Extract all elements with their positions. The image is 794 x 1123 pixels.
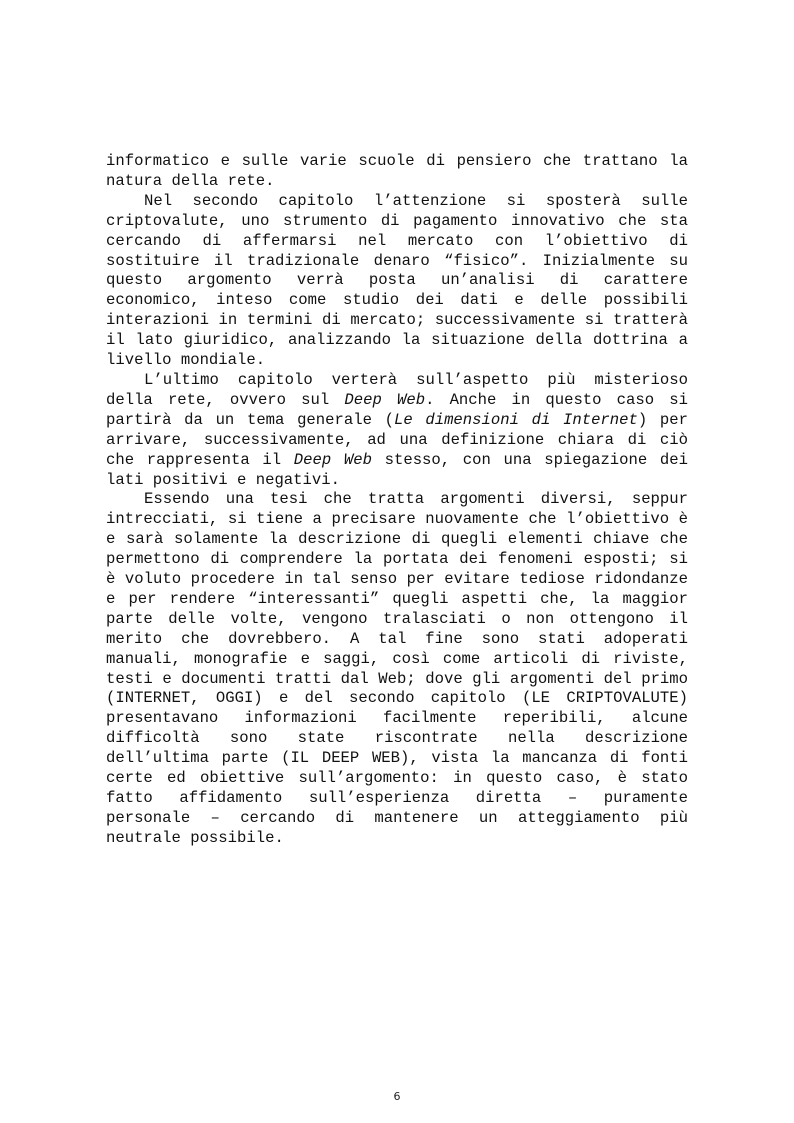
paragraph-criptovalute: Nel secondo capitolo l’attenzione si sposterà sulle criptovalute, uno strumento di pagamento innovativo che sta cercando di affermarsi nel mercato con l’obiettivo di sostituire il tradizionale denaro “fisico”. Inizialmente su questo argomento verrà posta un’analisi di carattere economico, inteso come studio dei dati e delle possibili interazioni in termini di mercato; successivamente si tratterà il lato giuridico, analizzando la situazione della dottrina a livello mondiale. [106,191,688,370]
paragraph-continuation: informatico e sulle varie scuole di pensiero che trattano la natura della rete. [106,152,688,190]
deep-web-term-2: Deep Web [293,450,372,469]
paragraph-deep-web-text-1: L’ultimo capitolo verterà sull’aspetto più misterioso della rete, ovvero sul [106,370,688,409]
paragraph-methodology: Essendo una tesi che tratta argomenti diversi, seppur intrecciati, si tiene a precisare nuovamente che l’obiettivo è e sarà solamente la descrizione di quegli elementi chiave che permettono di comprendere la portata dei fenomeni esposti; si è voluto procedere in tal senso per evitare tediose ridondanze e per rendere “interessanti” quegli aspetti che, la maggior parte delle volte, vengono tralasciati o non ottengono il merito che dovrebbero. A tal fine sono stati adoperati manuali, monografie e saggi, così come articoli di riviste, testi e documenti tratti dal Web; dove gli argomenti del primo (INTERNET, OGGI) e del secondo capitolo (LE CRIPTOVALUTE) presentavano informazioni facilmente reperibili, alcune difficoltà sono state riscontrate nella descrizione dell’ultima parte (IL DEEP WEB), vista la mancanza di fonti certe ed obiettive sull’argomento: in questo caso, è stato fatto affidamento sull’esperienza diretta – puramente personale – cercando di mantenere un atteggiamento più neutrale possibile. [106,490,688,847]
paragraph-deep-web [106,371,688,490]
paragraph-deep-web-text-2: . Anche in questo caso si partirà da un tema generale ( [106,390,688,429]
paragraph-deep-web-text-3: ) per arrivare, successivamente, ad una definizione chiara di ciò che rappresenta il [106,410,688,469]
paragraph-deep-web-text-4: stesso, con una spiegazione dei lati positivi e negativi. [106,450,688,489]
internet-dimensions-term: Le dimensioni di Internet [393,410,638,429]
deep-web-term-1: Deep Web [344,390,426,409]
body-text [106,152,688,849]
page-number: 6 [393,1090,401,1103]
